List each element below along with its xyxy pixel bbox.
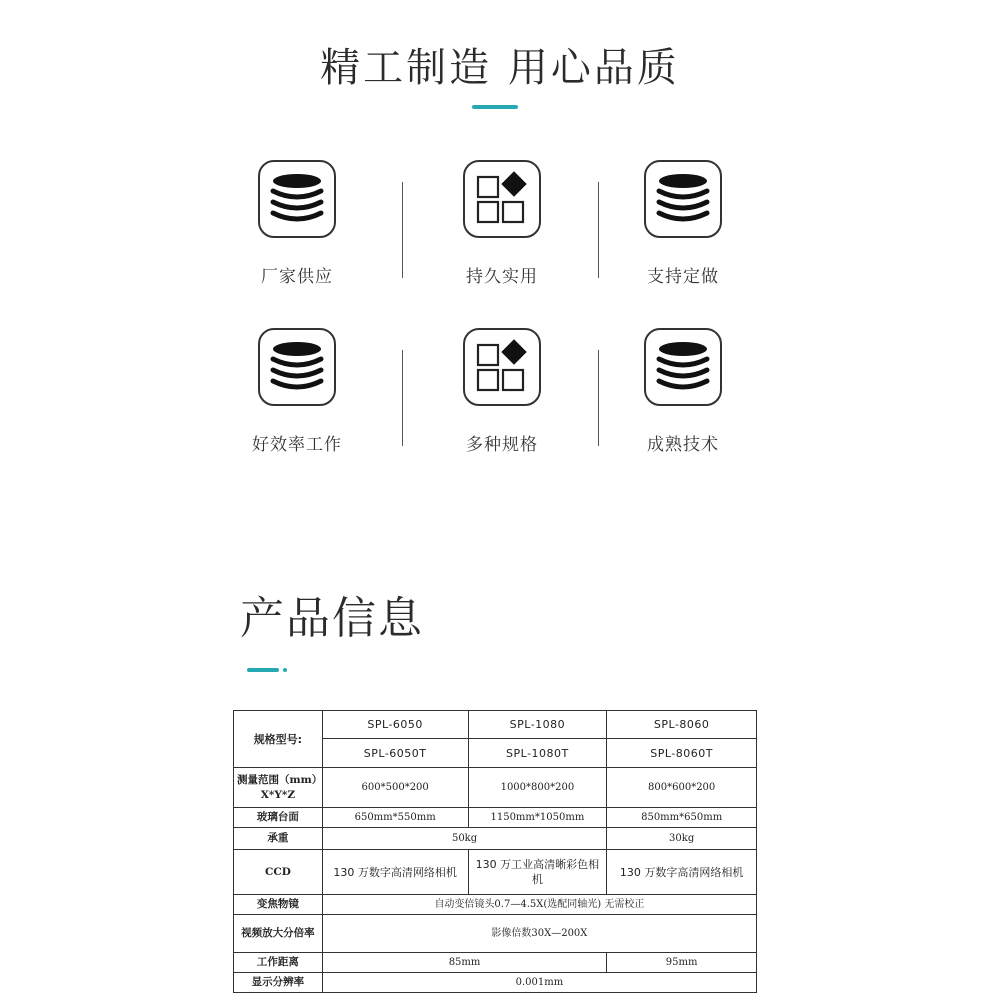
row-label: 玻璃台面 xyxy=(234,808,323,828)
feature-item xyxy=(583,160,783,287)
feature-label: 好效率工作 xyxy=(252,435,342,455)
feature-item xyxy=(583,328,783,455)
grid-diamond-icon xyxy=(463,160,541,238)
table-row xyxy=(234,850,757,895)
section-title: 精工制造 用心品质 xyxy=(320,45,680,91)
table-row xyxy=(234,953,757,973)
table-row xyxy=(234,768,757,808)
database-icon xyxy=(258,328,336,406)
table-row xyxy=(234,808,757,828)
title-underline xyxy=(472,105,518,109)
feature-item xyxy=(197,160,397,287)
product-info-title: 产品信息 xyxy=(240,593,424,644)
table-cell: 600*500*200 xyxy=(322,768,468,808)
database-icon xyxy=(644,160,722,238)
database-icon xyxy=(258,160,336,238)
table-cell: 130 万工业高清晰彩色相机 xyxy=(468,850,607,895)
table-row xyxy=(234,915,757,953)
table-cell: 0.001mm xyxy=(322,973,756,993)
feature-item xyxy=(402,328,602,455)
row-label: 工作距离 xyxy=(234,953,323,973)
table-row xyxy=(234,711,757,739)
feature-label: 持久实用 xyxy=(466,267,538,287)
title-underline xyxy=(247,668,279,672)
title-underline-dot xyxy=(283,668,287,672)
feature-label: 厂家供应 xyxy=(261,267,333,287)
spec-table xyxy=(233,710,757,993)
table-row xyxy=(234,973,757,993)
table-cell: 影像倍数30X—200X xyxy=(322,915,756,953)
row-label: 承重 xyxy=(234,828,323,850)
range-label-line2: X*Y*Z xyxy=(260,788,296,801)
table-cell: 130 万数字高清网络相机 xyxy=(322,850,468,895)
table-cell: SPL-6050 xyxy=(322,711,468,739)
feature-label: 成熟技术 xyxy=(647,435,719,455)
feature-item xyxy=(402,160,602,287)
table-cell: 850mm*650mm xyxy=(607,808,757,828)
table-cell: SPL-8060T xyxy=(607,739,757,768)
table-cell: 自动变倍镜头0.7—4.5X(选配同轴光) 无需校正 xyxy=(322,895,756,915)
table-cell: SPL-8060 xyxy=(607,711,757,739)
model-label: 规格型号: xyxy=(234,711,323,768)
range-label-line1: 测量范围（mm） xyxy=(237,773,323,786)
database-icon xyxy=(644,328,722,406)
row-label: CCD xyxy=(234,850,323,895)
table-cell: 1000*800*200 xyxy=(468,768,607,808)
table-cell: SPL-1080T xyxy=(468,739,607,768)
table-cell: 50kg xyxy=(322,828,607,850)
grid-diamond-icon xyxy=(463,328,541,406)
row-label: 视频放大分倍率 xyxy=(234,915,323,953)
table-cell: SPL-1080 xyxy=(468,711,607,739)
table-cell: 95mm xyxy=(607,953,757,973)
row-label: 显示分辨率 xyxy=(234,973,323,993)
table-cell: 1150mm*1050mm xyxy=(468,808,607,828)
table-cell: 85mm xyxy=(322,953,607,973)
table-cell: SPL-6050T xyxy=(322,739,468,768)
table-cell: 130 万数字高清网络相机 xyxy=(607,850,757,895)
feature-label: 支持定做 xyxy=(647,267,719,287)
table-row xyxy=(234,895,757,915)
table-cell: 800*600*200 xyxy=(607,768,757,808)
table-cell: 650mm*550mm xyxy=(322,808,468,828)
row-label xyxy=(234,768,323,808)
table-cell: 30kg xyxy=(607,828,757,850)
feature-label: 多种规格 xyxy=(466,435,538,455)
table-row xyxy=(234,828,757,850)
row-label: 变焦物镜 xyxy=(234,895,323,915)
feature-item xyxy=(197,328,397,455)
